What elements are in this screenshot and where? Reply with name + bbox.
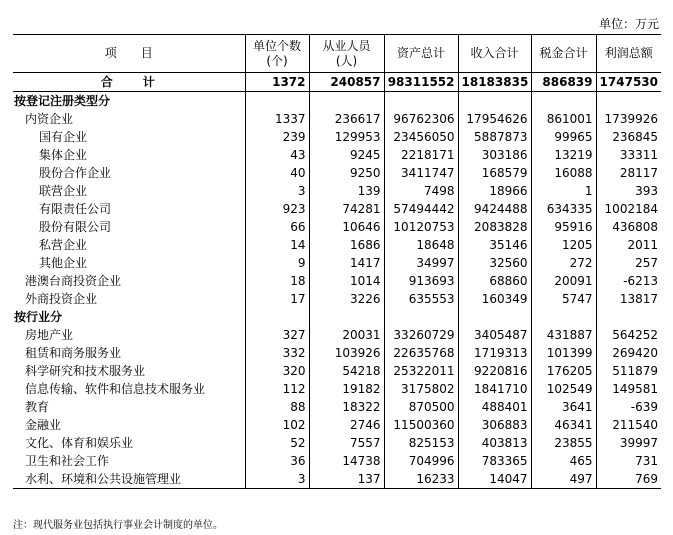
cell-value: 239: [245, 128, 309, 146]
cell-value: 10646: [309, 218, 384, 236]
cell-value: 28117: [619, 166, 658, 180]
cell-value: -6213: [623, 274, 658, 288]
row-label: 租赁和商务服务业: [13, 344, 245, 362]
cell-value: 19182: [309, 380, 384, 398]
table-row: [13, 326, 661, 344]
cell-value: 14047: [458, 470, 531, 489]
cell-value: 306883: [458, 416, 531, 434]
table-row: [13, 452, 661, 470]
header-row: [13, 35, 661, 73]
cell-value: 240857: [309, 73, 384, 92]
table-row: [13, 164, 661, 182]
cell-value: [384, 308, 458, 326]
table-row: [13, 362, 661, 380]
cell-value: 634335: [531, 200, 596, 218]
statistics-table: [13, 34, 661, 489]
header-total-tax: 税金合计: [531, 35, 596, 73]
cell-value: 18183835: [458, 73, 531, 92]
cell-value: 18966: [458, 182, 531, 200]
cell-value: 1739926: [604, 112, 658, 126]
cell-value: 269420: [612, 346, 658, 360]
cell-value: 1014: [309, 272, 384, 290]
cell-value: 18322: [309, 398, 384, 416]
cell-value: 16088: [531, 164, 596, 182]
cell-value: 33260729: [384, 326, 458, 344]
cell-value: 2218171: [384, 146, 458, 164]
cell-value: 1002184: [604, 202, 658, 216]
cell-value: 137: [309, 470, 384, 489]
unit-label: 单位：万元: [598, 17, 659, 31]
row-label: 教育: [13, 398, 245, 416]
cell-value: [309, 92, 384, 111]
cell-value: 23456050: [384, 128, 458, 146]
cell-value: 436808: [612, 220, 658, 234]
cell-value: 98311552: [384, 73, 458, 92]
cell-value: 57494442: [384, 200, 458, 218]
table-row: [13, 128, 661, 146]
header-total-revenue: 收入合计: [458, 35, 531, 73]
cell-value: 9245: [309, 146, 384, 164]
cell-value: 68860: [458, 272, 531, 290]
cell-value: 34997: [384, 254, 458, 272]
row-label: 金融业: [13, 416, 245, 434]
header-total-profit: 利润总额: [596, 35, 661, 73]
cell-value: 825153: [384, 434, 458, 452]
cell-value: 511879: [612, 364, 658, 378]
cell-value: 1205: [531, 236, 596, 254]
cell-value: 17954626: [458, 110, 531, 128]
row-label: 内资企业: [13, 110, 245, 128]
header-unit-count: 单位个数 (个): [245, 35, 309, 73]
cell-value: 5887873: [458, 128, 531, 146]
cell-value: 7498: [384, 182, 458, 200]
cell-value: [531, 308, 596, 326]
cell-value: 3411747: [384, 164, 458, 182]
cell-value: 9250: [309, 164, 384, 182]
cell-value: 36: [245, 452, 309, 470]
cell-value: 18648: [384, 236, 458, 254]
row-label: 水利、环境和公共设施管理业: [13, 470, 245, 489]
cell-value: [245, 92, 309, 111]
cell-value: 168579: [458, 164, 531, 182]
cell-value: 236617: [309, 110, 384, 128]
table-row: [13, 73, 661, 92]
cell-value: 211540: [612, 418, 658, 432]
table-row: [13, 308, 661, 326]
cell-value: 23855: [531, 434, 596, 452]
cell-value: 3405487: [458, 326, 531, 344]
cell-value: 52: [245, 434, 309, 452]
table-row: [13, 470, 661, 489]
row-label: 股份合作企业: [13, 164, 245, 182]
cell-value: 13219: [531, 146, 596, 164]
row-label: 集体企业: [13, 146, 245, 164]
cell-value: 7557: [309, 434, 384, 452]
row-label: 国有企业: [13, 128, 245, 146]
cell-value: 10120753: [384, 218, 458, 236]
cell-value: 9220816: [458, 362, 531, 380]
cell-value: 66: [245, 218, 309, 236]
cell-value: 176205: [531, 362, 596, 380]
cell-value: 102: [245, 416, 309, 434]
cell-value: 160349: [458, 290, 531, 308]
cell-value: 1841710: [458, 380, 531, 398]
cell-value: 22635768: [384, 344, 458, 362]
row-label: 私营企业: [13, 236, 245, 254]
table-row: [13, 380, 661, 398]
table-row: [13, 146, 661, 164]
table-body: [13, 73, 661, 489]
cell-value: 1: [531, 182, 596, 200]
cell-value: [245, 308, 309, 326]
cell-value: 9424488: [458, 200, 531, 218]
cell-value: 1417: [309, 254, 384, 272]
cell-value: 43: [245, 146, 309, 164]
cell-value: 236845: [612, 130, 658, 144]
table-row: [13, 272, 661, 290]
row-label: 科学研究和技术服务业: [13, 362, 245, 380]
table-row: [13, 92, 661, 111]
row-label: 文化、体育和娱乐业: [13, 434, 245, 452]
cell-value: 139: [309, 182, 384, 200]
header-total-assets: 资产总计: [384, 35, 458, 73]
cell-value: 2083828: [458, 218, 531, 236]
cell-value: -639: [630, 400, 658, 414]
cell-value: 1337: [245, 110, 309, 128]
cell-value: 40: [245, 164, 309, 182]
cell-value: 129953: [309, 128, 384, 146]
table-row: [13, 290, 661, 308]
cell-value: 303186: [458, 146, 531, 164]
row-label: 按登记注册类型分: [13, 92, 245, 111]
cell-value: [384, 92, 458, 111]
cell-value: 112: [245, 380, 309, 398]
cell-value: 1747530: [596, 73, 661, 92]
row-label: 联营企业: [13, 182, 245, 200]
cell-value: 96762306: [384, 110, 458, 128]
cell-value: 20091: [531, 272, 596, 290]
cell-value: 3: [245, 182, 309, 200]
cell-value: 46341: [531, 416, 596, 434]
cell-value: 74281: [309, 200, 384, 218]
cell-value: 88: [245, 398, 309, 416]
table-row: [13, 398, 661, 416]
cell-value: [596, 92, 661, 111]
cell-value: 16233: [384, 470, 458, 489]
cell-value: 320: [245, 362, 309, 380]
cell-value: 18: [245, 272, 309, 290]
cell-value: 1719313: [458, 344, 531, 362]
row-label: 港澳台商投资企业: [13, 272, 245, 290]
table-row: [13, 344, 661, 362]
cell-value: 403813: [458, 434, 531, 452]
table-row: [13, 254, 661, 272]
header-item: 项 目: [13, 35, 245, 73]
cell-value: 99965: [531, 128, 596, 146]
cell-value: 33311: [619, 148, 658, 162]
row-label: 合 计: [13, 73, 245, 92]
cell-value: 886839: [531, 73, 596, 92]
cell-value: [458, 308, 531, 326]
table-row: [13, 182, 661, 200]
row-label: 有限责任公司: [13, 200, 245, 218]
row-label: 信息传输、软件和信息技术服务业: [13, 380, 245, 398]
cell-value: 332: [245, 344, 309, 362]
row-label: 卫生和社会工作: [13, 452, 245, 470]
cell-value: 870500: [384, 398, 458, 416]
cell-value: 257: [635, 256, 658, 270]
cell-value: 564252: [612, 328, 658, 342]
cell-value: 9: [245, 254, 309, 272]
cell-value: 20031: [309, 326, 384, 344]
row-label: 外商投资企业: [13, 290, 245, 308]
table-row: [13, 218, 661, 236]
cell-value: 431887: [531, 326, 596, 344]
cell-value: [309, 308, 384, 326]
cell-value: 102549: [531, 380, 596, 398]
cell-value: 5747: [531, 290, 596, 308]
cell-value: 327: [245, 326, 309, 344]
cell-value: 1372: [245, 73, 309, 92]
cell-value: 35146: [458, 236, 531, 254]
cell-value: 95916: [531, 218, 596, 236]
cell-value: 2011: [627, 238, 658, 252]
cell-value: 13817: [619, 292, 658, 306]
table-row: [13, 236, 661, 254]
cell-value: 101399: [531, 344, 596, 362]
row-label: 房地产业: [13, 326, 245, 344]
cell-value: 497: [531, 470, 596, 489]
cell-value: 39997: [619, 436, 658, 450]
cell-value: [458, 92, 531, 111]
cell-value: 2746: [309, 416, 384, 434]
table-row: [13, 200, 661, 218]
cell-value: 103926: [309, 344, 384, 362]
cell-value: 17: [245, 290, 309, 308]
cell-value: [531, 92, 596, 111]
cell-value: 3641: [531, 398, 596, 416]
cell-value: 3226: [309, 290, 384, 308]
cell-value: 393: [635, 184, 658, 198]
cell-value: 11500360: [384, 416, 458, 434]
cell-value: 923: [245, 200, 309, 218]
cell-value: 783365: [458, 452, 531, 470]
cell-value: 1686: [309, 236, 384, 254]
table-row: [13, 434, 661, 452]
header-employees: 从业人员 (人): [309, 35, 384, 73]
cell-value: 488401: [458, 398, 531, 416]
cell-value: 704996: [384, 452, 458, 470]
cell-value: 54218: [309, 362, 384, 380]
cell-value: 731: [635, 454, 658, 468]
cell-value: 635553: [384, 290, 458, 308]
cell-value: 861001: [531, 110, 596, 128]
cell-value: 149581: [612, 382, 658, 396]
row-label: 股份有限公司: [13, 218, 245, 236]
cell-value: 465: [531, 452, 596, 470]
cell-value: 14: [245, 236, 309, 254]
cell-value: 272: [531, 254, 596, 272]
row-label: 按行业分: [13, 308, 245, 326]
cell-value: 769: [596, 470, 661, 489]
row-label: 其他企业: [13, 254, 245, 272]
table-row: [13, 110, 661, 128]
cell-value: 913693: [384, 272, 458, 290]
cell-value: 32560: [458, 254, 531, 272]
table-row: [13, 416, 661, 434]
cell-value: 25322011: [384, 362, 458, 380]
cell-value: 3175802: [384, 380, 458, 398]
cell-value: 3: [245, 470, 309, 489]
cell-value: 14738: [309, 452, 384, 470]
footnote: 注：现代服务业包括执行事业会计制度的单位。: [13, 520, 223, 531]
cell-value: [596, 308, 661, 326]
